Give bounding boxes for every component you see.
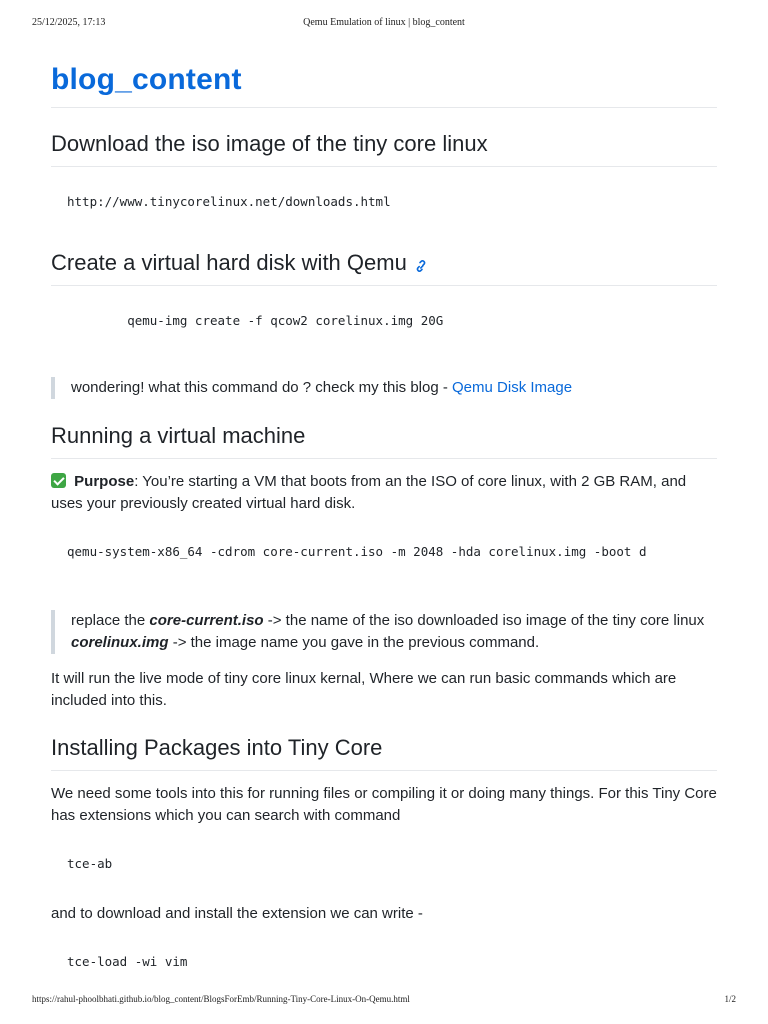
section-create-disk xyxy=(51,249,717,286)
purpose-description: : You’re starting a VM that boots from an the ISO of core linux, with 2 GB RAM, and uses your previously created virtual hard disk. xyxy=(51,473,687,512)
section-download xyxy=(51,130,717,167)
quote-replace-part2: -> the name of the iso downloaded iso image of the tiny core linux xyxy=(263,612,705,629)
code-qemu-img: qemu-img create -f qcow2 corelinux.img 20G xyxy=(67,313,444,328)
purpose-text xyxy=(51,471,717,515)
code-tce-load: tce-load -wi vim xyxy=(67,954,188,969)
site-title-link[interactable]: blog_content xyxy=(51,60,717,108)
quote-replace-part1: replace the xyxy=(71,612,150,629)
heading-download xyxy=(51,130,717,167)
print-header xyxy=(32,17,736,31)
blockquote-disk-info xyxy=(51,377,717,399)
section-running-vm xyxy=(51,422,717,459)
print-footer xyxy=(32,994,736,1008)
print-footer-url: https://rahul-phoolbhati.github.io/blog_content/BlogsForEmb/Running-Tiny-Core-Linux-On-Qemu.html xyxy=(32,994,410,1004)
code-qemu-system: qemu-system-x86_64 -cdrom core-current.iso -m 2048 -hda corelinux.img -boot d xyxy=(67,544,647,559)
quote-replace-img: corelinux.img xyxy=(71,634,169,651)
print-datetime: 25/12/2025, 17:13 xyxy=(32,17,106,28)
code-block-tce-ab xyxy=(51,856,717,871)
print-page-number: 1/2 xyxy=(724,994,736,1004)
code-download-url: http://www.tinycorelinux.net/downloads.html xyxy=(67,194,391,209)
live-mode-text: It will run the live mode of tiny core linux kernal, Where we can run basic commands which are included into this. xyxy=(51,670,677,709)
installing-text: We need some tools into this for running files or compiling it or doing many things. For this Tiny Core has extensions which you can search with command xyxy=(51,785,717,824)
check-mark-icon xyxy=(51,473,66,488)
heading-installing-text: Installing Packages into Tiny Core xyxy=(51,735,383,760)
heading-create-disk xyxy=(51,249,717,286)
download-ext-text: and to download and install the extension we can write - xyxy=(51,905,423,922)
quote-run-vm xyxy=(51,610,717,654)
code-block-run-vm xyxy=(51,544,717,559)
heading-installing xyxy=(51,734,717,771)
live-mode-paragraph xyxy=(51,668,717,712)
heading-download-text: Download the iso image of the tiny core linux xyxy=(51,131,488,156)
heading-create-disk-text: Create a virtual hard disk with Qemu xyxy=(51,250,407,275)
article xyxy=(51,60,717,969)
heading-running-vm xyxy=(51,422,717,459)
quote-replace-part3: -> the image name you gave in the previous command. xyxy=(168,634,540,651)
qemu-disk-image-link[interactable]: Qemu Disk Image xyxy=(452,379,573,396)
download-ext-paragraph xyxy=(51,903,717,925)
code-block-download xyxy=(51,194,717,209)
quote-replace-iso: core-current.iso xyxy=(149,612,264,629)
link-icon[interactable] xyxy=(413,253,429,269)
section-installing xyxy=(51,734,717,771)
quote-disk-text: wondering! what this command do ? check my this blog - xyxy=(71,379,453,396)
code-block-create-disk xyxy=(51,313,717,328)
code-tce-ab: tce-ab xyxy=(67,856,113,871)
heading-running-vm-text: Running a virtual machine xyxy=(51,423,306,448)
blockquote-replace-info xyxy=(51,610,717,654)
code-block-tce-load xyxy=(51,954,717,969)
installing-paragraph xyxy=(51,783,717,827)
purpose-paragraph xyxy=(51,471,717,515)
quote-create-disk xyxy=(51,377,717,399)
purpose-label: Purpose xyxy=(74,473,135,490)
print-page-title: Qemu Emulation of linux | blog_content xyxy=(303,17,465,28)
